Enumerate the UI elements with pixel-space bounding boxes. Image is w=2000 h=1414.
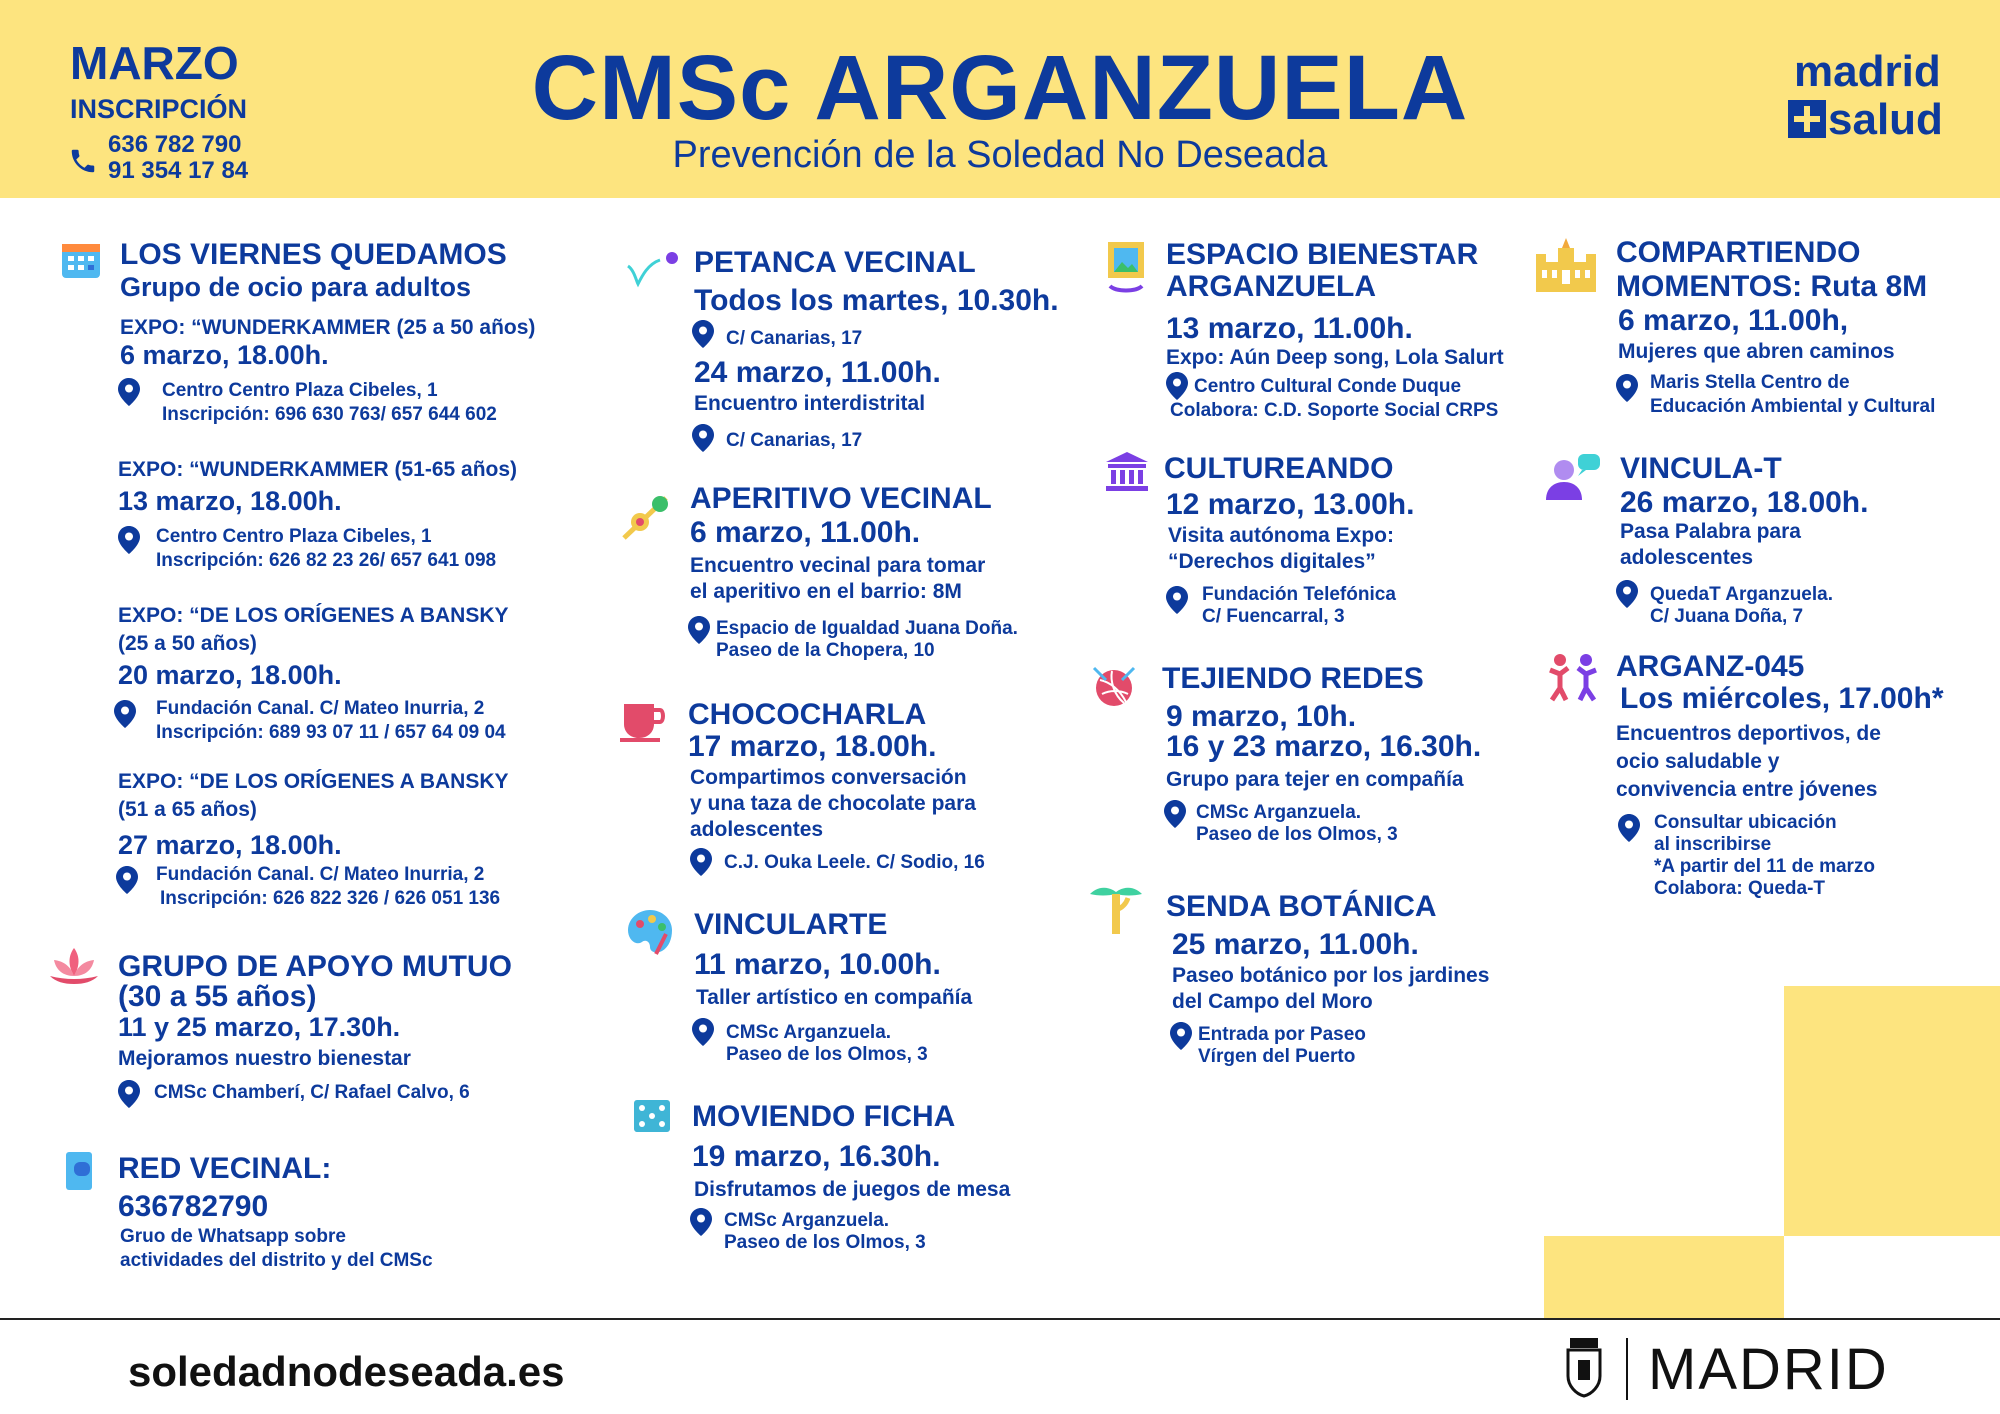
vinculat-desc-2: adolescentes — [1620, 546, 1754, 569]
expo-3-ages: (25 a 50 años) — [118, 632, 257, 655]
month-label: MARZO — [70, 37, 239, 89]
expo-2-place: Centro Centro Plaza Cibeles, 1 — [156, 526, 432, 547]
logo-line-2 — [1788, 96, 1943, 144]
madrid-logo-text: MADRID — [1648, 1337, 1889, 1402]
location-pin-icon — [688, 616, 710, 644]
gam-description: Mejoramos nuestro bienestar — [118, 1047, 411, 1070]
gam-title: GRUPO DE APOYO MUTUO — [118, 950, 512, 983]
vincularte-place-1: CMSc Arganzuela. — [726, 1022, 892, 1043]
location-pin-icon — [692, 1018, 714, 1046]
people-activity-icon — [1544, 652, 1602, 702]
arganz-desc-1: Encuentros deportivos, de — [1616, 722, 1881, 745]
chococharla-desc-2: y una taza de chocolate para — [690, 792, 976, 815]
location-pin-icon — [1618, 814, 1640, 842]
cultureando-place-1: Fundación Telefónica — [1202, 584, 1396, 605]
chococharla-date: 17 marzo, 18.00h. — [688, 730, 937, 763]
chat-person-icon — [1544, 452, 1602, 502]
tree-icon — [1086, 880, 1146, 940]
cultureando-desc-2: “Derechos digitales” — [1168, 550, 1376, 573]
yarn-icon — [1090, 664, 1138, 712]
logo-line-1: madrid — [1794, 47, 1941, 96]
compartiendo-place-1: Maris Stella Centro de — [1650, 372, 1850, 393]
espacio-description: Expo: Aún Deep song, Lola Salurt — [1166, 346, 1504, 369]
compartiendo-title-2: MOMENTOS: Ruta 8M — [1616, 270, 1928, 303]
arganz-date: Los miércoles, 17.00h* — [1620, 682, 1944, 715]
cultureando-desc-1: Visita autónoma Expo: — [1168, 524, 1394, 547]
palace-icon — [1532, 236, 1600, 296]
arganz-desc-2: ocio saludable y — [1616, 750, 1780, 773]
lotus-icon — [48, 946, 100, 990]
gam-ages: (30 a 55 años) — [118, 980, 317, 1013]
chococharla-title: CHOCOCHARLA — [688, 698, 927, 731]
petanca-date: Todos los martes, 10.30h. — [694, 284, 1059, 317]
espacio-title-2: ARGANZUELA — [1166, 270, 1376, 303]
footer-website-link[interactable]: soledadnodeseada.es — [128, 1348, 565, 1395]
expo-3-title: EXPO: “DE LOS ORÍGENES A BANSKY — [118, 604, 509, 627]
expo-4-inscription: Inscripción: 626 822 326 / 626 051 136 — [160, 888, 501, 909]
phone-chat-icon — [64, 1150, 96, 1192]
petanca-description-2: Encuentro interdistrital — [694, 392, 926, 415]
gam-date: 11 y 25 marzo, 17.30h. — [118, 1012, 401, 1042]
location-pin-icon — [118, 1080, 140, 1108]
palette-icon — [626, 908, 674, 956]
red-vecinal-desc-2: actividades del distrito y del CMSc — [120, 1250, 433, 1271]
cup-icon — [620, 700, 668, 744]
expo-4-title: EXPO: “DE LOS ORÍGENES A BANSKY — [118, 770, 509, 793]
location-pin-icon — [118, 378, 140, 406]
petanca-icon — [624, 252, 680, 288]
cultureando-title: CULTUREANDO — [1164, 452, 1394, 485]
espacio-colabora: Colabora: C.D. Soporte Social CRPS — [1170, 400, 1499, 421]
red-vecinal-desc-1: Gruo de Whatsapp sobre — [120, 1226, 346, 1247]
location-pin-icon — [690, 848, 712, 876]
page-title: CMSc ARGANZUELA — [531, 37, 1469, 139]
expo-1-place: Centro Centro Plaza Cibeles, 1 — [162, 380, 438, 401]
location-pin-icon — [118, 526, 140, 554]
compartiendo-title-1: COMPARTIENDO — [1616, 236, 1861, 269]
expo-4-date: 27 marzo, 18.00h. — [118, 830, 342, 860]
petanca-date-2: 24 marzo, 11.00h. — [694, 356, 941, 389]
expo-2-date: 13 marzo, 18.00h. — [118, 486, 342, 516]
vincularte-place-2: Paseo de los Olmos, 3 — [726, 1044, 928, 1065]
aperitivo-icon — [620, 492, 672, 544]
expo-3-place: Fundación Canal. C/ Mateo Inurria, 2 — [156, 698, 485, 719]
vinculat-place-1: QuedaT Arganzuela. — [1650, 584, 1833, 605]
location-pin-icon — [1166, 372, 1188, 400]
expo-1-inscription: Inscripción: 696 630 763/ 657 644 602 — [162, 404, 497, 425]
expo-1-date: 6 marzo, 18.00h. — [120, 340, 329, 370]
moviendo-ficha-place-1: CMSc Arganzuela. — [724, 1210, 890, 1231]
location-pin-icon — [1164, 800, 1186, 828]
viernes-subtitle: Grupo de ocio para adultos — [120, 272, 472, 302]
tejiendo-place-2: Paseo de los Olmos, 3 — [1196, 824, 1398, 845]
moviendo-ficha-place-2: Paseo de los Olmos, 3 — [724, 1232, 926, 1253]
arganz-place-1: Consultar ubicación — [1654, 812, 1837, 833]
calendar-icon — [60, 238, 102, 280]
location-pin-icon — [690, 1208, 712, 1236]
location-pin-icon — [692, 424, 714, 452]
expo-4-place: Fundación Canal. C/ Mateo Inurria, 2 — [156, 864, 485, 885]
vinculat-place-2: C/ Juana Doña, 7 — [1650, 606, 1804, 627]
location-pin-icon — [1616, 580, 1638, 608]
vinculat-date: 26 marzo, 18.00h. — [1620, 486, 1869, 519]
compartiendo-description: Mujeres que abren caminos — [1618, 340, 1895, 363]
decorative-block-2 — [1544, 1236, 1784, 1318]
location-pin-icon — [1166, 586, 1188, 614]
aperitivo-place-2: Paseo de la Chopera, 10 — [716, 640, 935, 661]
museum-icon — [1104, 450, 1150, 492]
vincularte-description: Taller artístico en compañía — [696, 986, 973, 1009]
espacio-date: 13 marzo, 11.00h. — [1166, 312, 1413, 345]
footer-divider — [0, 1318, 2000, 1320]
petanca-title: PETANCA VECINAL — [694, 246, 976, 279]
expo-3-date: 20 marzo, 18.00h. — [118, 660, 342, 690]
aperitivo-desc-1: Encuentro vecinal para tomar — [690, 554, 986, 577]
petanca-place: C/ Canarias, 17 — [726, 328, 863, 349]
arganz-title: ARGANZ-045 — [1616, 650, 1805, 683]
compartiendo-date: 6 marzo, 11.00h, — [1618, 304, 1849, 337]
page-subtitle: Prevención de la Soledad No Deseada — [672, 134, 1328, 176]
tejiendo-date-2: 16 y 23 marzo, 16.30h. — [1166, 730, 1482, 763]
chococharla-desc-3: adolescentes — [690, 818, 824, 841]
expo-1-title: EXPO: “WUNDERKAMMER (25 a 50 años) — [120, 316, 536, 339]
logo-line-2-text: salud — [1828, 95, 1943, 144]
location-pin-icon — [114, 700, 136, 728]
location-pin-icon — [1170, 1022, 1192, 1050]
plus-icon — [1788, 100, 1826, 138]
aperitivo-title: APERITIVO VECINAL — [690, 482, 992, 515]
inscription-label: INSCRIPCIÓN — [70, 94, 248, 124]
tejiendo-description: Grupo para tejer en compañía — [1166, 768, 1464, 791]
vinculat-desc-1: Pasa Palabra para — [1620, 520, 1801, 543]
footer-separator — [1626, 1338, 1628, 1400]
arganz-colabora: Colabora: Queda-T — [1654, 878, 1826, 899]
cultureando-date: 12 marzo, 13.00h. — [1166, 488, 1415, 521]
location-pin-icon — [692, 320, 714, 348]
decorative-block-1 — [1784, 986, 2000, 1236]
location-pin-icon — [1616, 374, 1638, 402]
espacio-title-1: ESPACIO BIENESTAR — [1166, 238, 1479, 271]
red-vecinal-title: RED VECINAL: — [118, 1152, 332, 1185]
compartiendo-place-2: Educación Ambiental y Cultural — [1650, 396, 1936, 417]
expo-4-ages: (51 a 65 años) — [118, 798, 257, 821]
arganz-place-2: al inscribirse — [1654, 834, 1772, 855]
phone-1[interactable]: 636 782 790 — [108, 131, 242, 158]
vinculat-title: VINCULA-T — [1620, 452, 1782, 485]
senda-place-1: Entrada por Paseo — [1198, 1024, 1366, 1045]
espacio-place: Centro Cultural Conde Duque — [1194, 376, 1462, 397]
chococharla-place: C.J. Ouka Leele. C/ Sodio, 16 — [724, 852, 985, 873]
expo-2-inscription: Inscripción: 626 82 23 26/ 657 641 098 — [156, 550, 497, 571]
location-pin-icon — [116, 866, 138, 894]
arganz-note: *A partir del 11 de marzo — [1654, 856, 1876, 877]
phone-2[interactable]: 91 354 17 84 — [108, 157, 249, 184]
viernes-title: LOS VIERNES QUEDAMOS — [120, 238, 507, 271]
gam-place: CMSc Chamberí, C/ Rafael Calvo, 6 — [154, 1082, 470, 1103]
red-vecinal-phone[interactable]: 636782790 — [118, 1190, 269, 1223]
aperitivo-date: 6 marzo, 11.00h. — [690, 516, 921, 549]
moviendo-ficha-description: Disfrutamos de juegos de mesa — [694, 1178, 1011, 1201]
chococharla-desc-1: Compartimos conversación — [690, 766, 967, 789]
senda-desc-1: Paseo botánico por los jardines — [1172, 964, 1490, 987]
vincularte-date: 11 marzo, 10.00h. — [694, 948, 941, 981]
tejiendo-title: TEJIENDO REDES — [1162, 662, 1424, 695]
aperitivo-desc-2: el aperitivo en el barrio: 8M — [690, 580, 962, 603]
dice-icon — [632, 1098, 672, 1134]
madrid-salud-logo — [1788, 48, 1943, 144]
senda-date: 25 marzo, 11.00h. — [1172, 928, 1419, 961]
arganz-desc-3: convivencia entre jóvenes — [1616, 778, 1878, 801]
picture-frame-icon — [1106, 240, 1146, 296]
senda-place-2: Vírgen del Puerto — [1198, 1046, 1356, 1067]
expo-3-inscription: Inscripción: 689 93 07 11 / 657 64 09 04 — [156, 722, 506, 743]
moviendo-ficha-title: MOVIENDO FICHA — [692, 1100, 956, 1133]
tejiendo-date-1: 9 marzo, 10h. — [1166, 700, 1357, 733]
madrid-shield-icon — [1564, 1336, 1604, 1398]
senda-title: SENDA BOTÁNICA — [1166, 890, 1437, 923]
senda-desc-2: del Campo del Moro — [1172, 990, 1373, 1013]
aperitivo-place-1: Espacio de Igualdad Juana Doña. — [716, 618, 1018, 639]
petanca-place-2: C/ Canarias, 17 — [726, 430, 863, 451]
cultureando-place-2: C/ Fuencarral, 3 — [1202, 606, 1345, 627]
vincularte-title: VINCULARTE — [694, 908, 888, 941]
moviendo-ficha-date: 19 marzo, 16.30h. — [692, 1140, 941, 1173]
expo-2-title: EXPO: “WUNDERKAMMER (51-65 años) — [118, 458, 518, 481]
tejiendo-place-1: CMSc Arganzuela. — [1196, 802, 1362, 823]
